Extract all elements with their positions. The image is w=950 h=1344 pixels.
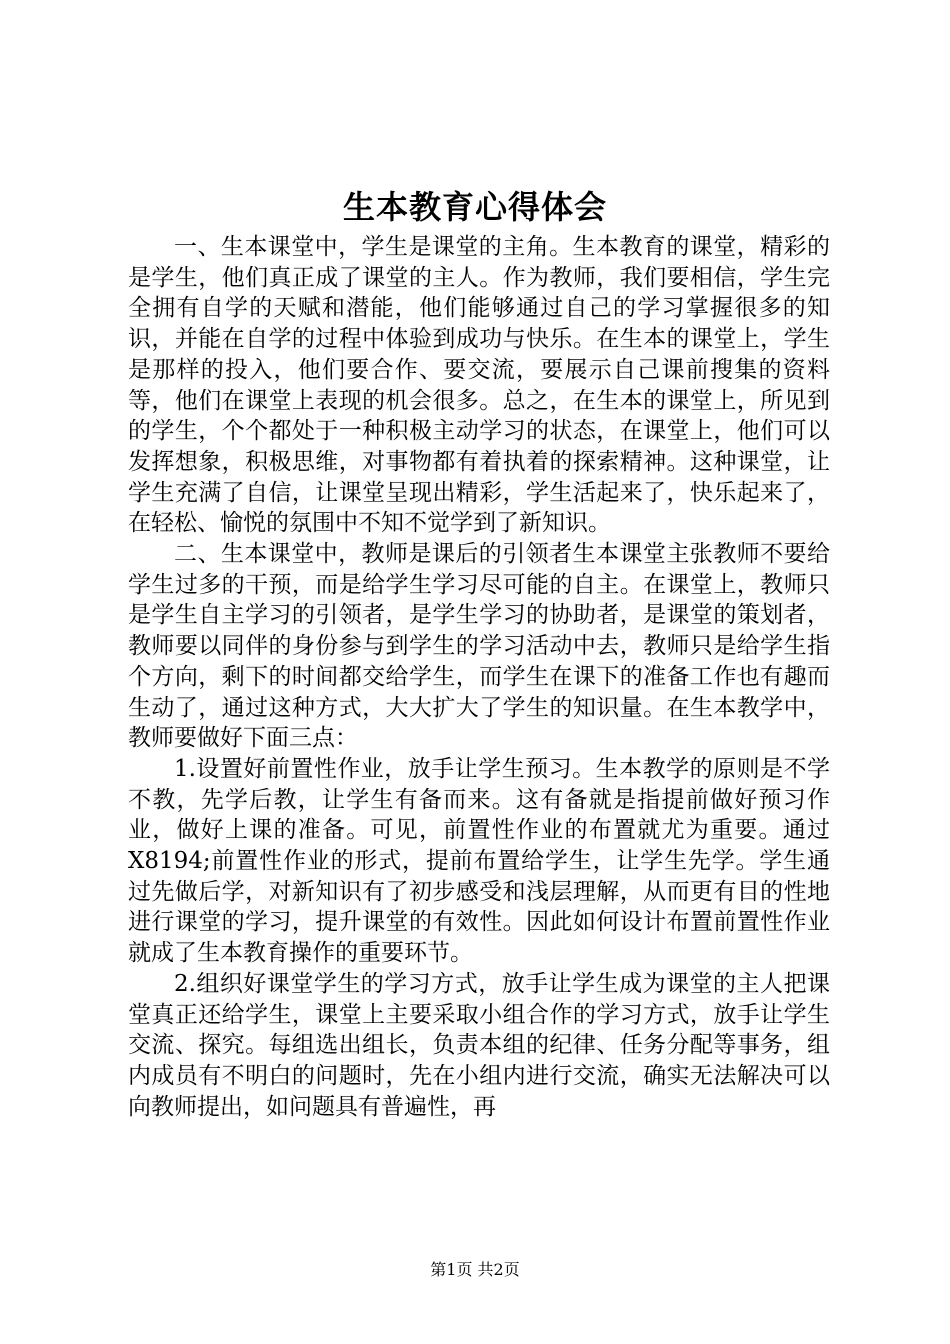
paragraph-4: 2.组织好课堂学生的学习方式，放手让学生成为课堂的主人把课堂真正还给学生，课堂上主要采取小组合作的学习方式，放手让学生交流、探究。每组选出组长，负责本组的纪律、任务分配等事务，组内成员有不明白的问题时，先在小组内进行交流，确实无法解决可以向教师提出，如问题具有普遍性，再 bbox=[128, 970, 830, 1120]
document-body bbox=[128, 232, 830, 1122]
page-footer: 第1页 共2页 bbox=[430, 1260, 520, 1279]
paragraph-2: 二、生本课堂中，教师是课后的引领者生本课堂主张教师不要给学生过多的干预，而是给学生学习尽可能的自主。在课堂上，教师只是学生自主学习的引领者，是学生学习的协助者，是课堂的策划者，教师要以同伴的身份参与到学生的学习活动中去，教师只是给学生指个方向，剩下的时间都交给学生，而学生在课下的准备工作也有趣而生动了，通过这种方式，大大扩大了学生的知识量。在生本教学中，教师要做好下面三点： bbox=[128, 541, 830, 752]
document-title: 生本教育心得体会 bbox=[342, 188, 607, 226]
paragraph-3: 1.设置好前置性作业，放手让学生预习。生本教学的原则是不学不教，先学后教，让学生有备而来。这有备就是指提前做好预习作业，做好上课的准备。可见，前置性作业的布置就尤为重要。通过X8194;前置性作业的形式，提前布置给学生，让学生先学。学生通过先做后学，对新知识有了初步感受和浅层理解，从而更有目的性地进行课堂的学习，提升课堂的有效性。因此如何设计布置前置性作业就成了生本教育操作的重要环节。 bbox=[128, 755, 830, 967]
paragraph-1: 一、生本课堂中，学生是课堂的主角。生本教育的课堂，精彩的是学生，他们真正成了课堂的主人。作为教师，我们要相信，学生完全拥有自学的天赋和潜能，他们能够通过自己的学习掌握很多的知识，并能在自学的过程中体验到成功与快乐。在生本的课堂上，学生是那样的投入，他们要合作、要交流，要展示自己课前搜集的资料等，他们在课堂上表现的机会很多。总之，在生本的课堂上，所见到的学生，个个都处于一种积极主动学习的状态，在课堂上，他们可以发挥想象，积极思维，对事物都有着执着的探索精神。这种课堂，让学生充满了自信，让课堂呈现出精彩，学生活起来了，快乐起来了，在轻松、愉悦的氛围中不知不觉学到了新知识。 bbox=[128, 234, 830, 537]
